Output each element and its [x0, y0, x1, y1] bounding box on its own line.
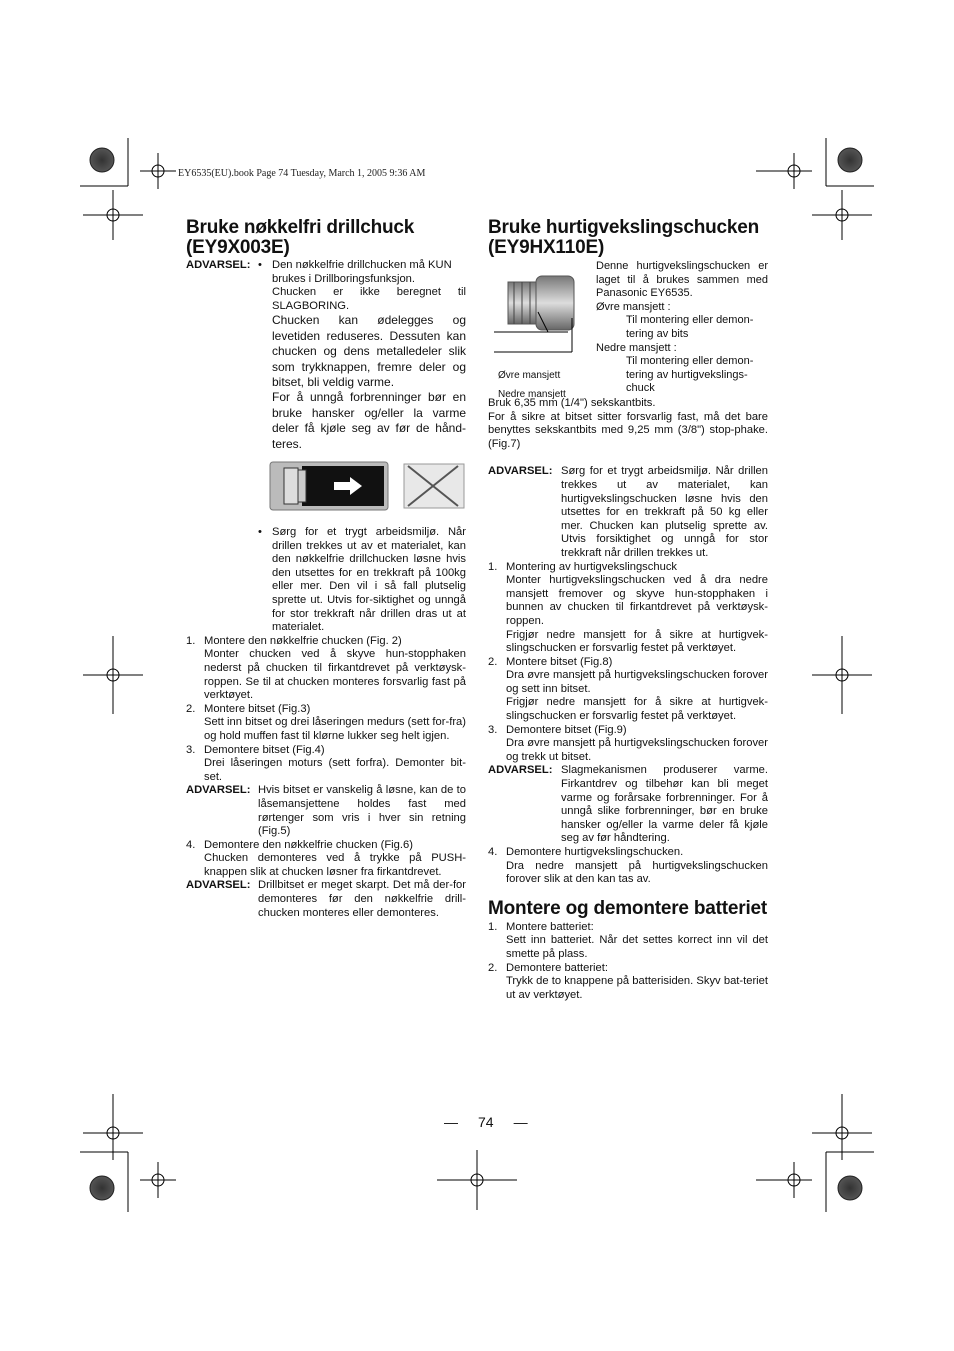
quickchange-block [488, 258, 768, 400]
callout-upper-label: Øvre mansjett [498, 370, 561, 381]
warning-block: ADVARSEL: Hvis bitset er vanskelig å løsne, kan de to låsemansjettene holdes fast med rørtenger som vris i hver sin retning (Fig.5) [186, 784, 466, 838]
quickchange-chuck-illustration [494, 272, 594, 382]
right-column: Bruke hurtigvekslingschucken (EY9HX110E) Øvre mansjett Nedre mansjett Denne hurtigvekslingschucken er laget til å brukes sammen med Panasonic EY6535. Øvre mansjett : Til montering eller demon-tering av bits Nedre mansjett : Til montering eller demon-tering av hurtigvekslings-chuck Bruk 6,35 mm (1/4") sekskantbits. For å sikre at bitset sitter forsvarlig fast, må det bare benyttes sekskantbits med 9,25 mm (3/8") stop-phake. (Fig.7) ADVARSEL: Sørg for et trygt arbeidsmiljø. Når drillen trekkes ut av materialet, kan hurtigvekslingschucken løsne hvis den utsettes for en trekkraft på 50 kg eller mer. Chucken kan plutselig sprette av. Utvis forsiktighet og unngå for stor trekkraft når drillen trekkes ut. 1. Montering av hurtigvekslingschuck Monter hurtigvekslingschucken ved å dra nedre mansjett fremover og skyve hun-stopphaken i bunnen av chucken til firkantdrevet på verktøysk-roppen. Frigjør nedre mansjett for å sikre at hurtigvek-slingschucken er forsvarlig festet på verktøyet. 2. Montere bitset (Fig.8) Dra øvre mansjett på hurtigvekslingschucken forover og sett inn bitset. Frigjør nedre mansjett for å sikre at hurtigvek-slingschucken er forsvarlig festet på verktøyet. 3. Demontere bitset (Fig.9) Dra øvre mansjett på hurtigvekslingschucken forover og trekk ut bitset. ADVARSEL: Slagmekanismen produserer varme. Firkantdrev og tilbehør kan bli meget varme og forårsake forbrenninger. For å unngå slike forbrenninger, bør en bruke hansker og/eller la varme deler få kjøle seg av før håndtering. 4. Demontere hurtigvekslingschucken. Dra nedre mansjett på hurtigvekslingschucken forover slik at den kan tas av. Montere og demontere batteriet 1. Montere batteriet: Sett inn batteriet. Når det settes korrect inn vil det smette på plass. 2. Demontere batteriet: Trykk de to knappene på batterisiden. Skyv bat-teriet ut av verktøyet. [488, 217, 768, 1001]
list-item: 1. Montere den nøkkelfrie chucken (Fig. 2) Monter chucken ved å skyve hun-stopphaken nederst på chucken til firkantdrevet på verktøysk-roppen. Se til at chucken monteres forsvarlig fast på verktøyet. [186, 634, 466, 702]
warning-block: ADVARSEL: • Den nøkkelfrie drillchucken må KUN brukes i Drillboringsfunksjon. Chucken er ikke beregnet til SLAGBORING. Chucken kan ødelegges og levetiden reduseres. Dessuten kan chucken og dens metalledeler slik som trykknappen, fremre deler og bitset, bli veldig varme. For å unngå forbrenninger bør en bruke hansker og/eller la varme deler få kjøle seg av før de hånd-teres. [186, 259, 466, 451]
list-item: 2. Montere bitset (Fig.8) Dra øvre mansjett på hurtigvekslingschucken forover og sett inn bitset. Frigjør nedre mansjett for å sikre at hurtigvek-slingschucken er forsvarlig festet på verktøyet. [488, 655, 768, 723]
warning-label: ADVARSEL: [186, 259, 251, 271]
battery-section-title: Montere og demontere batteriet [488, 897, 768, 919]
list-item: 2. Demontere batteriet: Trykk de to knappene på batterisiden. Skyv bat-teriet ut av verktøyet. [488, 961, 768, 1001]
warning-block: ADVARSEL: Sørg for et trygt arbeidsmiljø. Når drillen trekkes ut av materialet, kan hurtigvekslingschucken løsne hvis den utsettes for en trekkraft på 50 kg eller mer. Chucken kan plutselig sprette av. Utvis forsiktighet og unngå for stor trekkraft når drillen trekkes ut. [488, 465, 768, 559]
left-steps [186, 635, 466, 785]
list-item: 4. Demontere hurtigvekslingschucken. Dra nedre mansjett på hurtigvekslingschucken forover slik at den kan tas av. [488, 846, 768, 886]
list-item: 3. Demontere bitset (Fig.4) Drei låseringen moturs (sett forfra). Demonter bit-set. [186, 743, 466, 783]
list-item: 1. Montere batteriet: Sett inn batteriet. Når det settes korrect inn vil det smette på plass. [488, 920, 768, 960]
warning-block: ADVARSEL: Slagmekanismen produserer varme. Firkantdrev og tilbehør kan bli meget varme og forårsake forbrenninger. For å unngå slike forbrenninger, bør en bruke hansker og/eller la varme deler få kjøle seg av før håndtering. [488, 764, 768, 845]
list-item: 3. Demontere bitset (Fig.9) Dra øvre mansjett på hurtigvekslingschucken forover og trekk ut bitset. [488, 723, 768, 763]
warning-block: ADVARSEL: Drillbitset er meget skarpt. Det må der-for demonteres før den nøkkelfrie drill-chucken monteres eller demonteres. [186, 879, 466, 919]
left-section-title: Bruke nøkkelfri drillchuck (EY9X003E) [186, 217, 415, 258]
bullet-icon: • [258, 259, 262, 271]
callout-lower-label: Nedre mansjett [498, 389, 566, 400]
page-number: — 74 — [444, 1114, 528, 1130]
list-item: 4. Demontere den nøkkelfrie chucken (Fig.6) Chucken demonteres ved å trykke på PUSH-knappen slik at chucken løsner fra firkantdrevet. [186, 838, 466, 878]
bullet-icon: • [258, 526, 262, 539]
file-header: EY6535(EU).book Page 74 Tuesday, March 1, 2005 9:36 AM [178, 168, 426, 179]
chuck-figure [186, 460, 466, 526]
quickchange-text: Denne hurtigvekslingschucken er laget til å brukes sammen med Panasonic EY6535. Øvre mansjett : Til montering eller demon-tering av bits Nedre mansjett : Til montering eller demon-tering av hurtigvekslings-chuck [596, 260, 768, 395]
list-item: 2. Montere bitset (Fig.3) Sett inn bitset og drei låseringen medurs (sett for-fra) og hold muffen fast til klørne lukker seg helt igjen. [186, 702, 466, 742]
list-item: 1. Montering av hurtigvekslingschuck Monter hurtigvekslingschucken ved å dra nedre mansjett fremover og skyve hun-stopphaken i bunnen av chucken til firkantdrevet på verktøysk-roppen. Frigjør nedre mansjett for å sikre at hurtigvek-slingschucken er forsvarlig festet på verktøyet. [488, 560, 768, 655]
left-column: Bruke nøkkelfri drillchuck (EY9X003E) ADVARSEL: • Den nøkkelfrie drillchucken må KUN brukes i Drillboringsfunksjon. Chucken er ikke beregnet til SLAGBORING. Chucken kan ødelegges og levetiden reduseres. Dessuten kan chucken og dens metalledeler slik som trykknappen, fremre deler og bitset, bli veldig varme. For å unngå forbrenninger bør en bruke hansker og/eller la varme deler få kjøle seg av før de hånd-teres. • Sørg for et trygt arbeidsmiljø. Når drillen trekkes ut av et materialet, kan den nøkkelfrie drillchucken løsne hvis den utsettes for en trekkraft på 100kg eller mer. Den vil i så fall plutselig sprette ut. Utvis for-siktighet og unngå for stor trekkraft når drillen dras ut at materialet. 1. Montere den nøkkelfrie chucken (Fig. 2) Monter chucken ved å skyve hun-stopphaken nederst på chucken til firkantdrevet på verktøysk-roppen. Se til at chucken monteres forsvarlig fast på verktøyet. 2. Montere bitset (Fig.3) Sett inn bitset og drei låseringen medurs (sett for-fra) og hold muffen fast til klørne lukker seg helt igjen. 3. Demontere bitset (Fig.4) Drei låseringen moturs (sett forfra). Demonter bit-set. ADVARSEL: Hvis bitset er vanskelig å løsne, kan de to låsemansjettene holdes fast med rørtenger som vris i hver sin retning (Fig.5) 4. Demontere den nøkkelfrie chucken (Fig.6) Chucken demonteres ved å trykke på PUSH-knappen slik at chucken løsner fra firkantdrevet. ADVARSEL: Drillbitset er meget skarpt. Det må der-for demonteres før den nøkkelfrie drill-chucken monteres eller demonteres. [186, 218, 466, 920]
right-section-title: Bruke hurtigvekslingschucken (EY9HX110E) [488, 217, 760, 258]
